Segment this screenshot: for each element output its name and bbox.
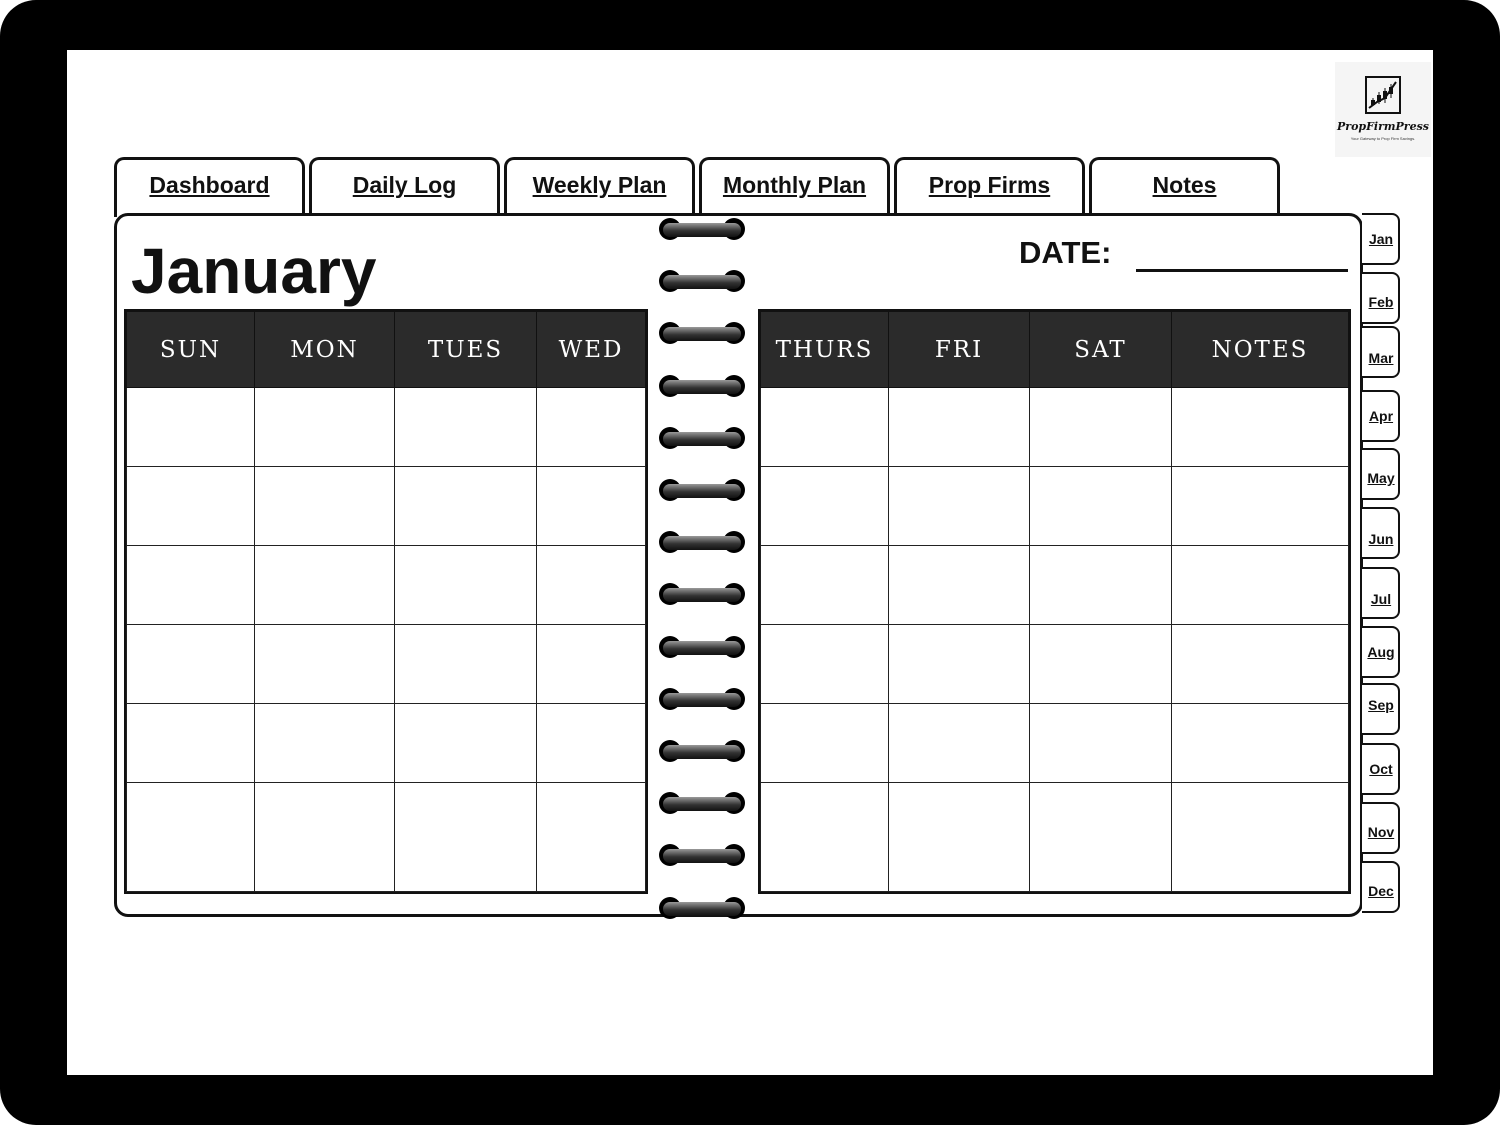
tab-dashboard[interactable] [114,157,305,217]
day-cell[interactable] [537,467,646,546]
month-tab-oct[interactable] [1362,743,1400,795]
month-tab-label: Mar [1368,350,1394,366]
day-cell[interactable] [395,388,537,467]
month-tab-label: Aug [1367,644,1395,660]
day-cell[interactable] [889,467,1030,546]
day-cell[interactable] [255,704,395,783]
month-tab-mar[interactable] [1362,326,1400,378]
chart-logo-icon [1365,76,1401,114]
spiral-ring [659,895,745,921]
spiral-ring [659,320,745,346]
day-cell[interactable] [761,546,889,625]
day-cell[interactable] [395,704,537,783]
brand-logo [1335,62,1431,157]
day-cell[interactable] [761,704,889,783]
month-tab-jan[interactable] [1362,213,1400,265]
day-cell[interactable] [127,625,255,704]
month-tab-label: Jun [1368,531,1394,547]
day-cell[interactable] [255,546,395,625]
tab-label: Prop Firms [928,172,1051,198]
day-header-thurs: THURS [761,312,889,388]
month-tab-label: Jan [1368,231,1394,247]
day-header-fri: FRI [889,312,1030,388]
day-header-mon: MON [255,312,395,388]
day-cell[interactable] [395,783,537,892]
tab-daily-log[interactable] [309,157,500,217]
spiral-ring [659,268,745,294]
month-tab-label: Apr [1368,408,1394,424]
day-cell[interactable] [889,625,1030,704]
tab-label: Dashboard [149,172,270,198]
day-cell[interactable] [395,467,537,546]
month-title: January [131,235,377,307]
month-tab-label: Dec [1368,883,1394,899]
day-cell[interactable] [889,546,1030,625]
month-tab-label: Feb [1368,294,1394,310]
month-tab-jul[interactable] [1362,567,1400,619]
spiral-ring [659,790,745,816]
day-cell[interactable] [889,783,1030,892]
day-cell[interactable] [537,625,646,704]
spiral-ring [659,477,745,503]
month-tab-label: Oct [1369,761,1393,777]
day-cell[interactable] [255,388,395,467]
day-cell[interactable] [395,546,537,625]
day-header-wed: WED [537,312,646,388]
month-tab-feb[interactable] [1362,272,1400,324]
day-cell[interactable] [1030,783,1172,892]
day-cell[interactable] [255,625,395,704]
spiral-ring [659,634,745,660]
spiral-ring [659,686,745,712]
day-cell[interactable] [761,388,889,467]
day-header-sat: SAT [1030,312,1172,388]
day-cell[interactable] [1030,625,1172,704]
day-cell[interactable] [127,467,255,546]
month-tab-label: Sep [1368,697,1394,713]
day-header-sun: SUN [127,312,255,388]
notes-cell[interactable] [1172,546,1349,625]
date-input-line[interactable] [1136,269,1348,272]
day-cell[interactable] [761,467,889,546]
month-tab-label: Jul [1370,591,1392,607]
day-cell[interactable] [395,625,537,704]
spiral-ring [659,842,745,868]
day-cell[interactable] [537,546,646,625]
logo-name: PropFirmPress [1337,120,1429,133]
day-cell[interactable] [1030,704,1172,783]
day-cell[interactable] [1030,546,1172,625]
tab-prop-firms[interactable] [894,157,1085,217]
month-tab-aug[interactable] [1362,626,1400,678]
day-cell[interactable] [127,704,255,783]
tab-monthly-plan[interactable] [699,157,890,217]
tab-label: Notes [1152,172,1217,198]
tab-weekly-plan[interactable] [504,157,695,217]
day-cell[interactable] [537,704,646,783]
month-tab-label: May [1367,470,1395,486]
spiral-ring [659,581,745,607]
day-cell[interactable] [761,783,889,892]
day-cell[interactable] [127,546,255,625]
day-cell[interactable] [537,388,646,467]
month-tab-apr[interactable] [1362,390,1400,442]
tab-label: Weekly Plan [532,172,667,198]
month-tab-may[interactable] [1362,448,1400,500]
spiral-ring [659,738,745,764]
notes-cell[interactable] [1172,467,1349,546]
day-header-tues: TUES [395,312,537,388]
spiral-ring [659,425,745,451]
notes-header: NOTES [1172,312,1349,388]
date-label: DATE: [1019,235,1112,270]
tab-notes[interactable] [1089,157,1280,217]
day-cell[interactable] [255,783,395,892]
spiral-ring [659,529,745,555]
month-tab-nov[interactable] [1362,802,1400,854]
month-tab-sep[interactable] [1362,683,1400,735]
month-tab-jun[interactable] [1362,507,1400,559]
tab-label: Daily Log [352,172,457,198]
day-cell[interactable] [1030,388,1172,467]
day-cell[interactable] [537,783,646,892]
day-cell[interactable] [761,625,889,704]
calendar-left [126,311,646,892]
day-cell[interactable] [1030,467,1172,546]
planner-screen [67,50,1433,1075]
day-cell[interactable] [889,388,1030,467]
month-tab-label: Nov [1367,824,1395,840]
calendar-right [760,311,1349,892]
tab-label: Monthly Plan [722,172,867,198]
month-tab-dec[interactable] [1362,861,1400,913]
logo-tagline: Your Gateway to Prop Firm Savings. [1350,136,1416,141]
day-cell[interactable] [255,467,395,546]
day-cell[interactable] [889,704,1030,783]
notes-cell[interactable] [1172,625,1349,704]
notes-cell[interactable] [1172,388,1349,467]
day-cell[interactable] [127,783,255,892]
spiral-ring [659,216,745,242]
notes-cell[interactable] [1172,783,1349,892]
notes-cell[interactable] [1172,704,1349,783]
spiral-ring [659,373,745,399]
day-cell[interactable] [127,388,255,467]
